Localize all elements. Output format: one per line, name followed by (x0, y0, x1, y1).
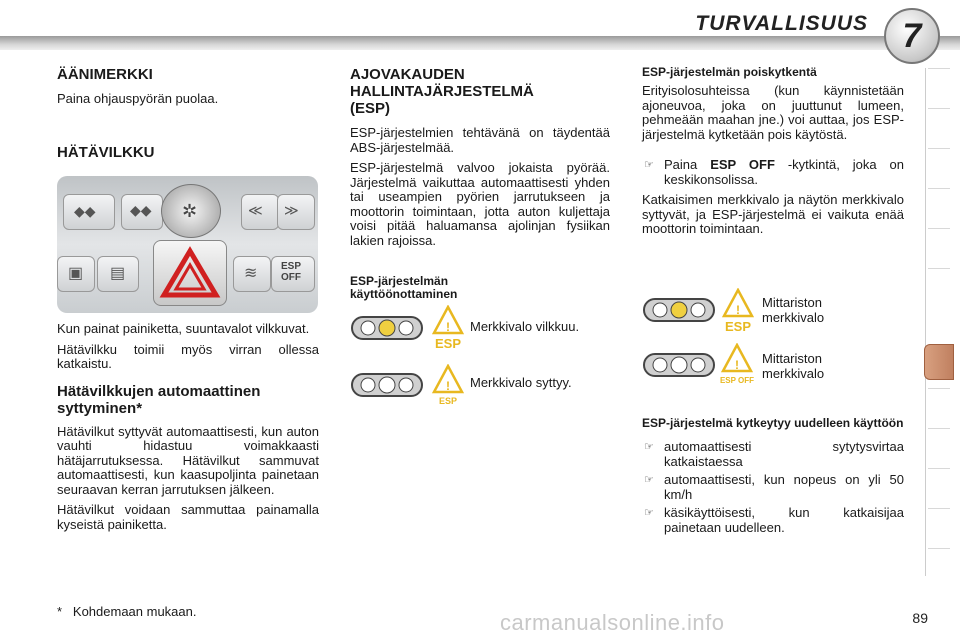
esp-off-icon-text: ESP OFF (719, 376, 755, 385)
chapter-tab[interactable] (928, 548, 950, 583)
esp-warning-icon (430, 364, 466, 406)
svg-text:!: ! (735, 358, 739, 372)
footnote-text: Kohdemaan mukaan. (72, 604, 197, 619)
esp-off-bullet-rest: -kytkintä, joka on keskikonsolissa. (664, 157, 904, 187)
page-number: 89 (912, 610, 928, 626)
esp-icon-text: ESP (434, 336, 462, 351)
esp-off-bullet-bold: ESP OFF (710, 157, 775, 172)
horn-heading: ÄÄNIMERKKI (57, 66, 153, 83)
chapter-tab[interactable] (928, 468, 950, 503)
svg-text:!: ! (446, 320, 450, 334)
console-key: ▤ (97, 256, 139, 292)
esp-text-1: ESP-järjestelmien tehtävänä on täydentää ABS-järjestelmää. (350, 125, 610, 155)
hazard-text-2: Hätävilkku toimii myös virran ollessa katkaistu. (57, 341, 319, 371)
reactivation-bullet (642, 506, 904, 535)
console-key: ≫ (277, 194, 315, 230)
esp-icon-text: ESP (438, 396, 458, 406)
console-key: ◆◆ (63, 194, 115, 230)
esp-off-result-text: Katkaisimen merkkivalo ja näytön merkkivalo syttyvät, ja ESP-järjestelmä ei vaikuta enää moottorin toimintaan. (642, 192, 904, 236)
esp-key-label: OFF (281, 272, 301, 283)
hazard-section (57, 322, 319, 532)
watermark: carmanualsonline.info (500, 610, 725, 635)
chapter-number: 7 (884, 8, 940, 64)
esp-off-text: Erityisolosuhteissa (kun käynnistetään ajoneuvoa, joka on juuttunut lumeen, pehmeään maahan jne.) voi auttaa, jos ESP-järjestelmä kytketään pois käytöstä. (642, 83, 904, 142)
lamp-flashing-label: Merkkivalo vilkkuu. (470, 319, 580, 334)
reactivation-bullet-text: automaattisesti sytytysvirtaa katkaistaessa (664, 439, 904, 469)
instrument-cluster-icon (642, 350, 716, 380)
fan-knob: ✲ (161, 184, 221, 238)
hazard-triangle-icon (154, 241, 226, 305)
chapter-tab-active[interactable] (924, 344, 954, 380)
reactivation-bullet-text: automaattisesti, kun nopeus on yli 50 km/h (664, 472, 904, 502)
esp-activation-heading-wrap (350, 275, 550, 301)
header-bar (0, 36, 960, 50)
esp-icon-text: ESP (724, 319, 752, 334)
esp-reactivation-section (642, 417, 904, 535)
middle-column (350, 66, 610, 248)
esp-reactivation-heading: ESP-järjestelmä kytkeytyy uudelleen käyttöön (642, 416, 904, 430)
hazard-switch-photo (57, 176, 318, 313)
right-column (642, 66, 904, 237)
esp-off-heading: ESP-järjestelmän poiskytkentä (642, 65, 817, 79)
hazard-button[interactable] (153, 240, 227, 306)
reactivation-bullet-text: käsikäyttöisesti, kun katkaisijaa painetaan uudelleen. (664, 505, 904, 535)
auto-hazard-off-text: Hätävilkut voidaan sammuttaa painamalla kyseistä painiketta. (57, 502, 319, 532)
esp-text-2: ESP-järjestelmä valvoo jokaista pyörää. Järjestelmä vaikuttaa automaattisesti yhden tai useampien pyörien jarrutukseen ja moottorin toimintaan, jotta auton kuljettaja voisi pitää haluamansa ajolinjan fysiikan lakien rajoissa. (350, 160, 610, 248)
page-header (0, 0, 960, 60)
esp-off-bullet-prefix: Paina (664, 157, 711, 172)
chapter-tabs (925, 68, 950, 576)
chapter-tab[interactable] (928, 508, 950, 543)
esp-activation-heading: ESP-järjestelmän käyttöönottaminen (350, 274, 458, 301)
svg-text:!: ! (446, 379, 450, 393)
esp-warning-icon (720, 288, 756, 334)
cluster-lamp-label: Mittariston merkkivalo (762, 295, 825, 325)
esp-off-bullet (642, 158, 904, 187)
instrument-cluster-icon (350, 313, 424, 343)
chapter-tab[interactable] (928, 268, 950, 303)
svg-text:!: ! (736, 303, 740, 317)
reactivation-bullet (642, 440, 904, 469)
instrument-cluster-icon (350, 370, 424, 400)
footnote-mark: * (57, 604, 63, 619)
hazard-heading: HÄTÄVILKKU (57, 143, 155, 161)
esp-heading: AJOVAKAUDEN HALLINTAJÄRJESTELMÄ (ESP) (350, 66, 534, 117)
console-key: ▣ (57, 256, 95, 292)
chapter-tab[interactable] (928, 68, 950, 103)
hazard-text-1: Kun painat painiketta, suuntavalot vilkkuvat. (57, 321, 310, 336)
hand-pointer-icon: ☞ (644, 474, 654, 486)
cluster-lamp-label: Mittariston merkkivalo (762, 351, 825, 381)
auto-hazard-heading: Hätävilkkujen automaattinen syttyminen* (57, 382, 261, 417)
chapter-tab[interactable] (928, 188, 950, 223)
horn-text: Paina ohjauspyörän puolaa. (57, 91, 219, 106)
esp-off-key[interactable] (271, 256, 315, 292)
hand-pointer-icon: ☞ (644, 507, 654, 519)
instrument-cluster-icon (642, 295, 716, 325)
esp-key-label: ESP (281, 261, 302, 272)
chapter-tab[interactable] (928, 388, 950, 423)
hand-pointer-icon: ☞ (644, 159, 654, 171)
console-key: ◆◆ (121, 194, 163, 230)
chapter-tab[interactable] (928, 428, 950, 463)
hand-pointer-icon: ☞ (644, 441, 654, 453)
footnote (57, 604, 197, 619)
chapter-tab[interactable] (928, 148, 950, 183)
console-key: ≋ (233, 256, 271, 292)
auto-hazard-text: Hätävilkut syttyvät automaattisesti, kun auton vauhti hidastuu voimakkaasti hätäjarrutuksessa. Hätävilkut sammuvat automaattisesti, kun kaasupoljinta painetaan seuraavan kerran jarrutuksen jälkeen. (57, 423, 319, 497)
reactivation-bullet (642, 473, 904, 502)
chapter-tab[interactable] (928, 108, 950, 143)
lamp-on-label: Merkkivalo syttyy. (470, 375, 572, 390)
esp-warning-icon (430, 305, 466, 351)
console-key: ≪ (241, 194, 279, 230)
chapter-tab[interactable] (928, 228, 950, 263)
left-column (57, 66, 319, 161)
esp-off-warning-icon (714, 343, 760, 385)
page-title: TURVALLISUUS (695, 12, 868, 35)
